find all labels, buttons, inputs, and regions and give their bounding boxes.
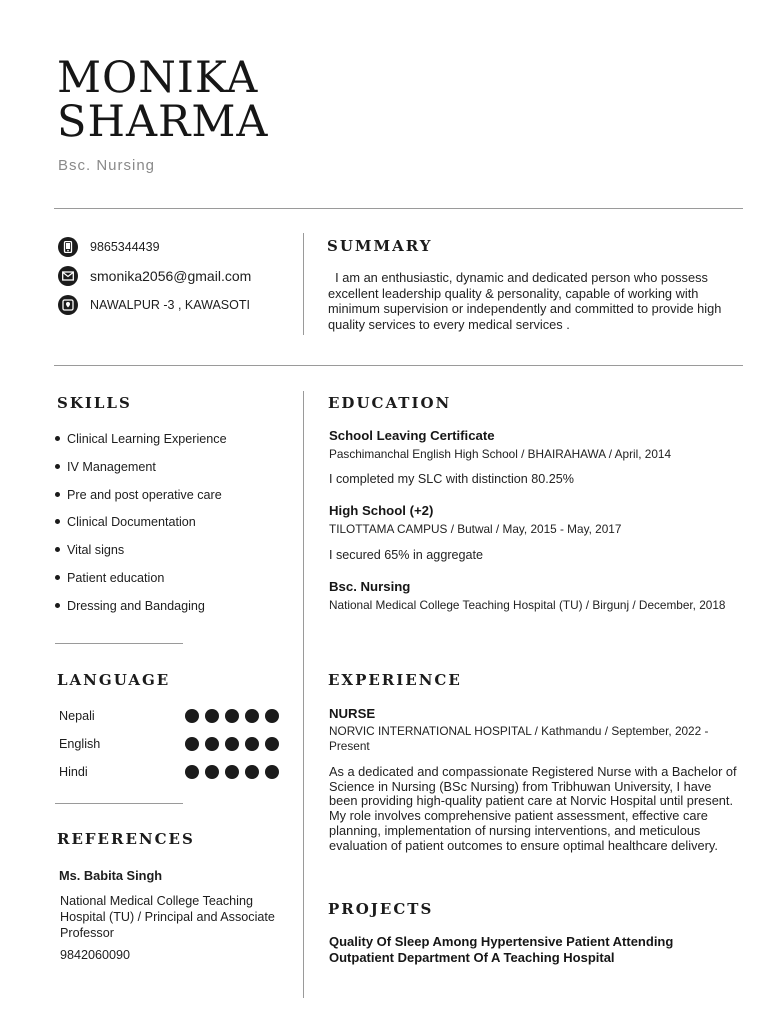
experience-description: As a dedicated and compassionate Registered Nurse with a Bachelor of Science in Nursing (BSc Nursing) from Tribhuwan University, I have been providing high-quality patient care at Norvic Hospital until present. My role involves comprehensive patient assessment, effective care planning, implementation of nursing interventions, and meticulous evaluation of patient outcomes to ensure optimal healthcare delivery. [329, 764, 737, 853]
phone-icon [58, 237, 78, 257]
skill-item: Patient education [55, 569, 295, 597]
skill-item: IV Management [55, 458, 295, 486]
rating-dot [205, 737, 219, 751]
rating-dot [245, 737, 259, 751]
rating-dot [265, 737, 279, 751]
reference-name: Ms. Babita Singh [59, 868, 163, 883]
skill-item: Vital signs [55, 541, 295, 569]
language-row [59, 735, 279, 753]
skills-list [55, 430, 295, 625]
rating-dot [245, 709, 259, 723]
summary-body: I am an enthusiastic, dynamic and dedicated person who possess excellent leadership quality & personality, capable of working with minimum supervision or independently and committed to provide high quality services to every medical services . [328, 270, 722, 332]
reference-organization: National Medical College Teaching Hospital (TU) / Principal and Associate Professor [60, 894, 275, 940]
skills-divider [55, 643, 183, 644]
experience-meta: NORVIC INTERNATIONAL HOSPITAL / Kathmandu / September, 2022 - Present [329, 724, 709, 753]
top-column-divider [303, 233, 304, 335]
experience-heading: EXPERIENCE [328, 671, 462, 689]
education-meta: National Medical College Teaching Hospital (TU) / Birgunj / December, 2018 [329, 598, 726, 612]
last-name: SHARMA [57, 97, 269, 147]
rating-dot [225, 765, 239, 779]
email-icon [58, 266, 78, 286]
experience-title: NURSE [329, 706, 376, 721]
education-note: I secured 65% in aggregate [329, 548, 484, 562]
references-heading: REFERENCES [57, 830, 195, 848]
language-row [59, 763, 279, 781]
education-title: Bsc. Nursing [329, 579, 411, 594]
contact-email [58, 266, 251, 286]
summary-text [328, 270, 738, 332]
language-rating [185, 765, 279, 779]
email-address[interactable]: smonika2056@gmail.com [90, 268, 252, 284]
rating-dot [245, 765, 259, 779]
education-meta: Paschimanchal English High School / BHAIRAHAWA / April, 2014 [329, 447, 672, 461]
language-name: Hindi [59, 765, 88, 779]
rating-dot [185, 737, 199, 751]
skill-item: Dressing and Bandaging [55, 597, 295, 625]
address-text: NAWALPUR -3 , KAWASOTI [90, 298, 250, 312]
reference-phone[interactable]: 9842060090 [60, 948, 131, 962]
language-rating [185, 709, 279, 723]
language-divider [55, 803, 183, 804]
rating-dot [185, 765, 199, 779]
education-title: School Leaving Certificate [329, 428, 495, 443]
rating-dot [265, 765, 279, 779]
rating-dot [185, 709, 199, 723]
education-heading: EDUCATION [328, 394, 452, 412]
main-column-divider [303, 391, 304, 998]
contact-address [58, 295, 250, 315]
education-title: High School (+2) [329, 503, 434, 518]
education-meta: TILOTTAMA CAMPUS / Butwal / May, 2015 - May, 2017 [329, 522, 622, 536]
project-title: Quality Of Sleep Among Hypertensive Patient Attending Outpatient Department Of A Teaching Hospital [329, 934, 674, 965]
education-note: I completed my SLC with distinction 80.25% [329, 472, 574, 486]
projects-heading: PROJECTS [328, 900, 434, 918]
skill-item: Clinical Documentation [55, 513, 295, 541]
skill-item: Pre and post operative care [55, 486, 295, 514]
rating-dot [225, 737, 239, 751]
rating-dot [225, 709, 239, 723]
language-name: English [59, 737, 101, 751]
rating-dot [265, 709, 279, 723]
summary-heading: SUMMARY [327, 237, 433, 255]
contact-phone [58, 237, 160, 257]
first-name: MONIKA [57, 53, 259, 103]
rating-dot [205, 709, 219, 723]
candidate-name [57, 53, 457, 147]
candidate-degree: Bsc. Nursing [58, 157, 156, 174]
rating-dot [205, 765, 219, 779]
summary-divider [54, 365, 743, 366]
language-rating [185, 737, 279, 751]
header-divider [54, 208, 743, 209]
language-heading: LANGUAGE [57, 671, 171, 689]
skills-heading: SKILLS [57, 394, 132, 412]
location-icon [58, 295, 78, 315]
skill-item: Clinical Learning Experience [55, 430, 295, 458]
phone-number[interactable]: 9865344439 [90, 240, 160, 254]
language-name: Nepali [59, 709, 95, 723]
language-row [59, 707, 279, 725]
